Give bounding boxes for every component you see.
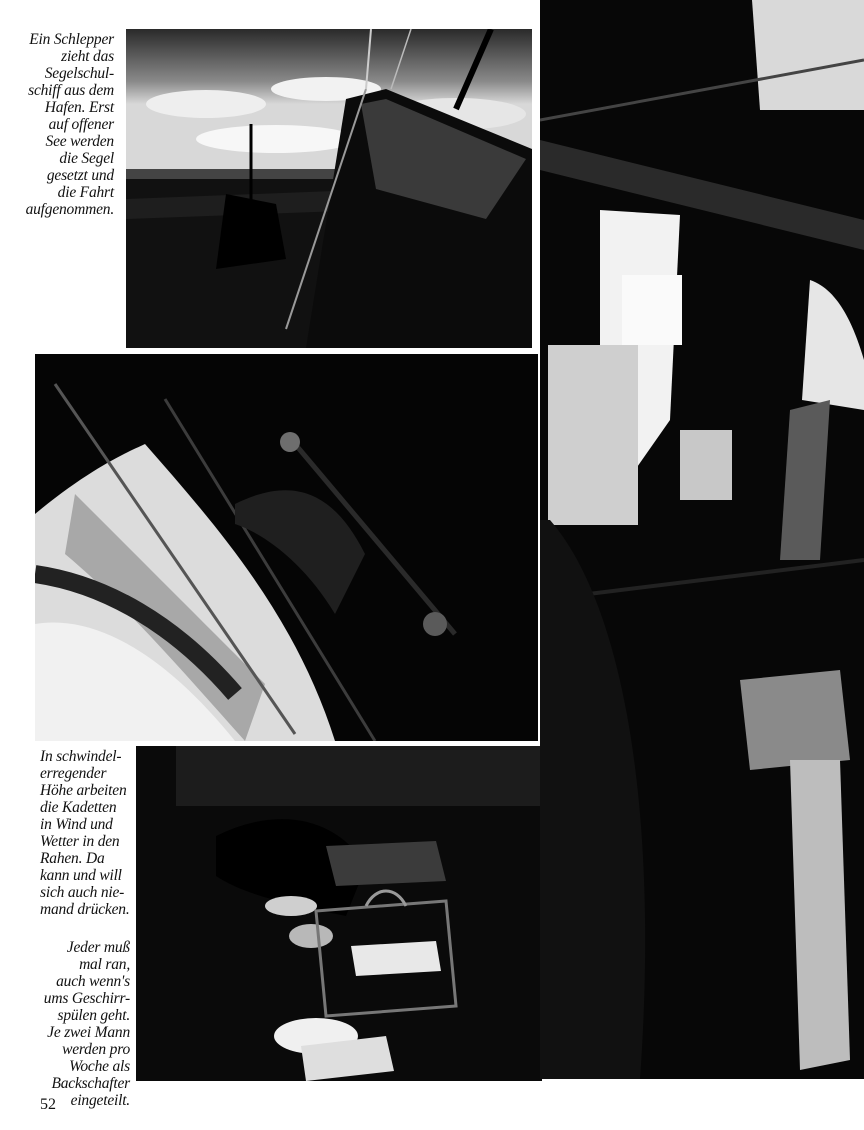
caption-line: Hafen. Erst: [44, 99, 114, 116]
caption-line: zieht das: [61, 48, 114, 65]
photo-deck: [540, 0, 864, 1079]
galley-illustration: [136, 746, 542, 1081]
caption-line: schiff aus dem: [28, 82, 114, 99]
caption-dishes: [30, 939, 130, 1109]
caption-line: Jeder muß: [66, 939, 130, 956]
deck-illustration: [540, 0, 864, 1079]
caption-line: aufgenommen.: [25, 201, 114, 218]
caption-line: eingeteilt.: [70, 1092, 130, 1109]
harbor-illustration: [126, 29, 532, 348]
caption-line: in Wind und: [40, 816, 113, 833]
sails-illustration: [35, 354, 538, 741]
caption-line: In schwindel-: [40, 748, 122, 765]
caption-line: kann und will: [40, 867, 122, 884]
caption-line: Wetter in den: [40, 833, 120, 850]
caption-line: Segelschul-: [44, 65, 114, 82]
caption-harbor: [4, 31, 114, 218]
caption-line: Je zwei Mann: [47, 1024, 130, 1041]
caption-line: die Fahrt: [57, 184, 114, 201]
caption-line: Höhe arbeiten: [40, 782, 127, 799]
caption-line: erregender: [40, 765, 107, 782]
caption-line: gesetzt und: [46, 167, 114, 184]
caption-line: Backschafter: [51, 1075, 130, 1092]
caption-line: die Segel: [59, 150, 114, 167]
photo-sails: [35, 354, 538, 741]
caption-line: sich auch nie-: [40, 884, 125, 901]
caption-line: See werden: [45, 133, 114, 150]
photo-galley: [136, 746, 542, 1081]
caption-line: werden pro: [62, 1041, 130, 1058]
caption-line: mand drücken.: [40, 901, 130, 918]
caption-line: Rahen. Da: [40, 850, 105, 867]
caption-line: die Kadetten: [40, 799, 117, 816]
caption-line: Woche als: [69, 1058, 130, 1075]
caption-line: mal ran,: [79, 956, 130, 973]
caption-line: ums Geschirr-: [43, 990, 130, 1007]
page-number: 52: [40, 1096, 56, 1113]
caption-line: auch wenn's: [56, 973, 130, 990]
caption-line: Ein Schlepper: [29, 31, 114, 48]
caption-rigging: [40, 748, 140, 918]
caption-line: auf offener: [48, 116, 114, 133]
caption-line: spülen geht.: [57, 1007, 130, 1024]
photo-harbor: [126, 29, 532, 348]
